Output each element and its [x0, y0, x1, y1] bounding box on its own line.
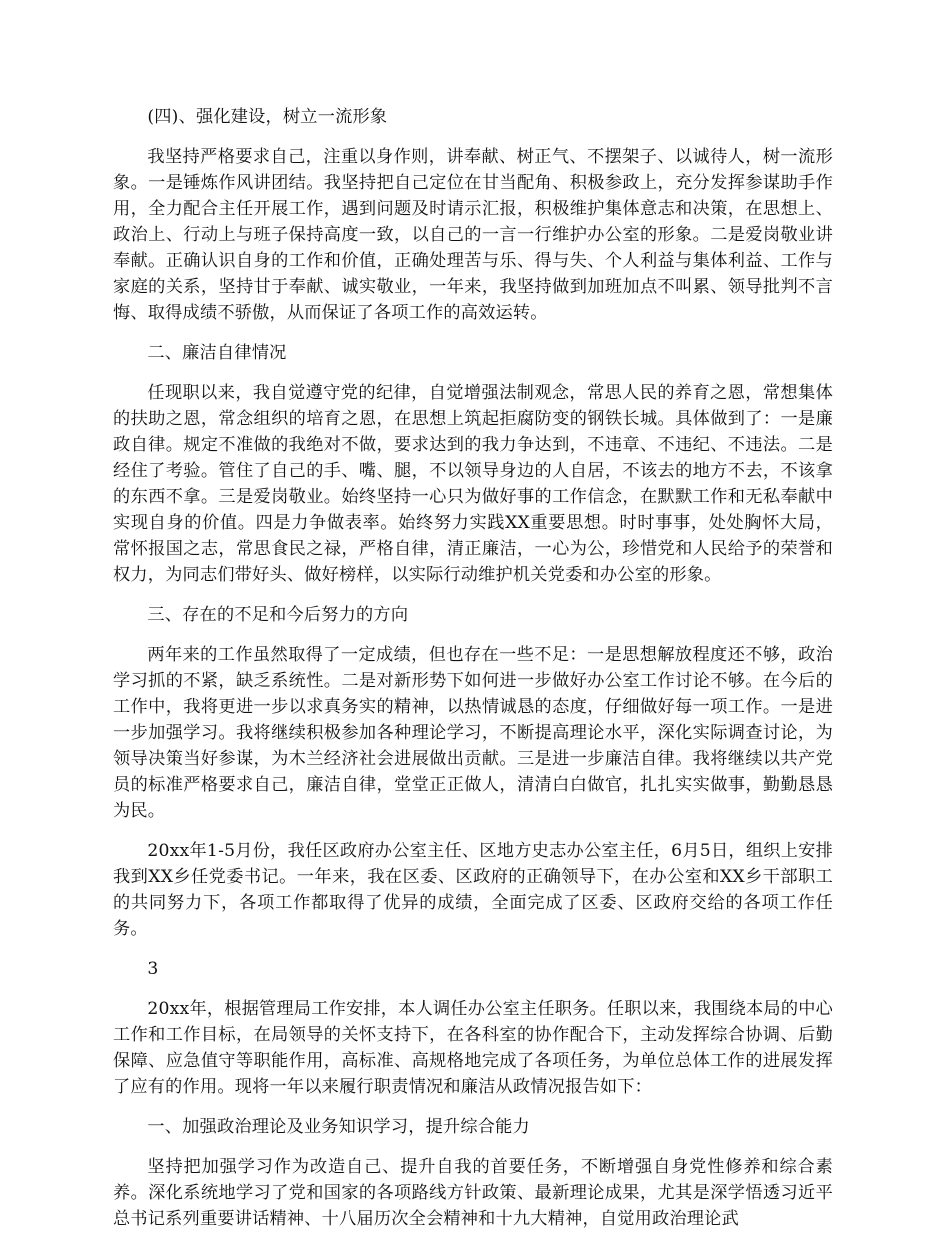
paragraph-study-details: 坚持把加强学习作为改造自己、提升自我的首要任务，不断增强自身党性修养和综合素养。深化系统地学习了党和国家的各项路线方针政策、最新理论成果，尤其是深学悟透习近平总书记系列重要讲话精神、十八届历次全会精神和十九大精神，自觉用政治理论武 — [113, 1157, 833, 1229]
section-heading-integrity: 二、廉洁自律情况 — [147, 343, 287, 363]
section-heading-study: 一、加强政治理论及业务知识学习，提升综合能力 — [147, 1117, 530, 1137]
paragraph-shortcomings-details: 两年来的工作虽然取得了一定成绩，但也存在一些不足：一是思想解放程度还不够，政治学习抓的不紧，缺乏系统性。二是对新形势下如何进一步做好办公室工作讨论不够。在今后的工作中，我将更进一步以求真务实的精神，以热情诚恳的态度，仔细做好每一项工作。一是进一步加强学习。我将继续积极参加各种理论学习，不断提高理论水平，深化实际调查讨论，为领导决策当好参谋，为木兰经济社会进展做出贡献。三是进一步廉洁自律。我将继续以共产党员的标准严格要求自己，廉洁自律，堂堂正正做人，清清白白做官，扎扎实实做事，勤勤恳恳为民。 — [113, 645, 833, 821]
paragraph-work-summary: 20xx年1-5月份，我任区政府办公室主任、区地方史志办公室主任，6月5日，组织上安排我到XX乡任党委书记。一年来，我在区委、区政府的正确领导下，在办公室和XX乡干部职工的共同努力下，各项工作都取得了优异的成绩，全面完成了区委、区政府交给的各项工作任务。 — [113, 841, 833, 939]
document-body — [113, 104, 833, 1246]
paragraph-strict-self-discipline: 我坚持严格要求自己，注重以身作则，讲奉献、树正气、不摆架子、以诚待人，树一流形象。一是锤炼作风讲团结。我坚持把自己定位在甘当配角、积极参政上，充分发挥参谋助手作用，全力配合主任开展工作，遇到问题及时请示汇报，积极维护集体意志和决策，在思想上、政治上、行动上与班子保持高度一致，以自己的一言一行维护办公室的形象。二是爱岗敬业讲奉献。正确认识自身的工作和价值，正确处理苦与乐、得与失、个人利益与集体利益、工作与家庭的关系，坚持甘于奉献、诚实敬业，一年来，我坚持做到加班加点不叫累、领导批判不言悔、取得成绩不骄傲，从而保证了各项工作的高效运转。 — [113, 147, 833, 323]
paragraph-integrity-details: 任现职以来，我自觉遵守党的纪律，自觉增强法制观念，常思人民的养育之恩，常想集体的扶助之恩，常念组织的培育之恩，在思想上筑起拒腐防变的钢铁长城。具体做到了：一是廉政自律。规定不准做的我绝对不做，要求达到的我力争达到，不违章、不违纪、不违法。二是经住了考验。管住了自己的手、嘴、腿，不以领导身边的人自居，不该去的地方不去，不该拿的东西不拿。三是爱岗敬业。始终坚持一心只为做好事的工作信念，在默默工作和无私奉献中实现自身的价值。四是力争做表率。始终努力实践XX重要思想。时时事事，处处胸怀大局，常怀报国之志，常思食民之禄，严格自律，清正廉洁，一心为公，珍惜党和人民给予的荣誉和权力，为同志们带好头、做好榜样，以实际行动维护机关党委和办公室的形象。 — [113, 383, 833, 585]
paragraph-office-director-intro: 20xx年，根据管理局工作安排，本人调任办公室主任职务。任职以来，我围绕本局的中心工作和工作目标，在局领导的关怀支持下，在各科室的协作配合下，主动发挥综合协调、后勤保障、应急值守等职能作用，高标准、高规格地完成了各项任务，为单位总体工作的进展发挥了应有的作用。现将一年以来履行职责情况和廉洁从政情况报告如下： — [113, 999, 833, 1097]
section-heading-shortcomings: 三、存在的不足和今后努力的方向 — [147, 605, 409, 625]
section-number: 3 — [147, 959, 159, 979]
section-heading-strengthen-image: (四)、强化建设，树立一流形象 — [147, 107, 388, 127]
